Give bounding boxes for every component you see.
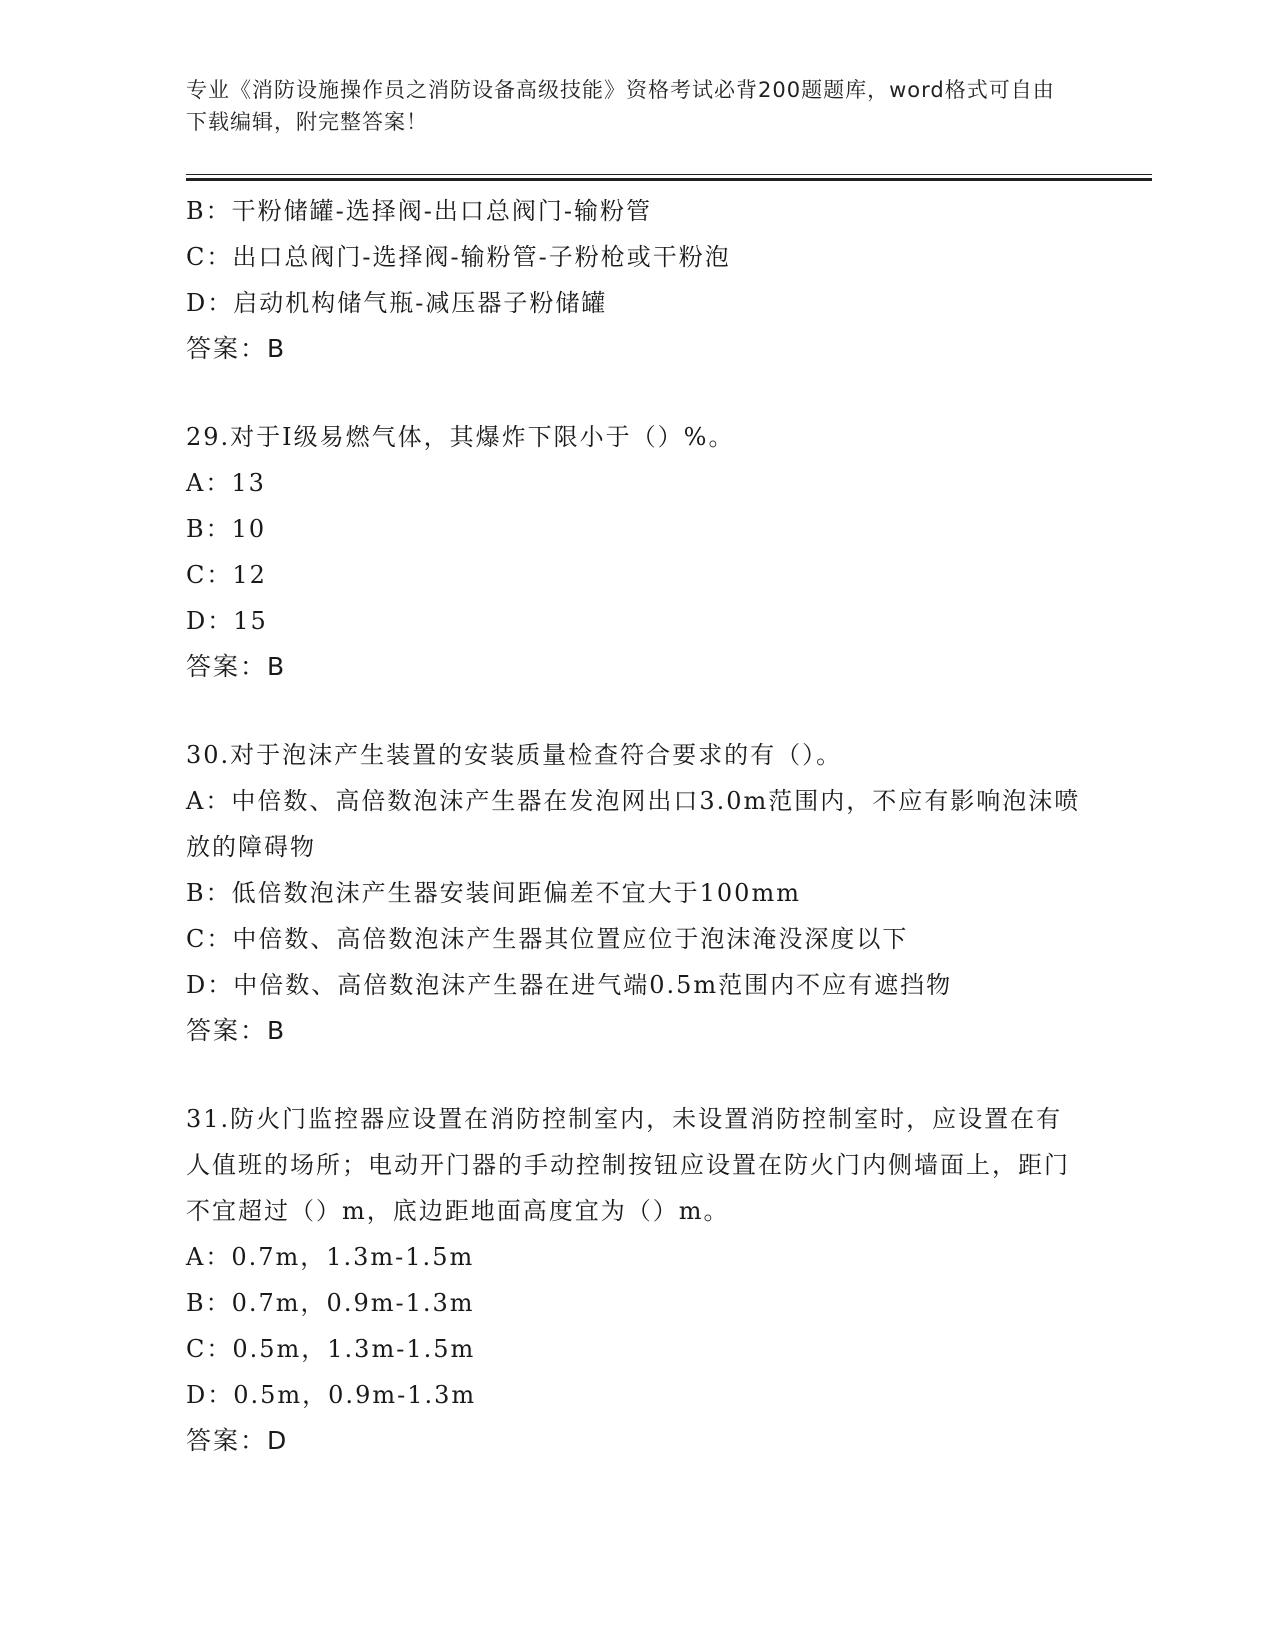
option-a: A：中倍数、高倍数泡沫产生器在发泡网出口3.0m范围内，不应有影响泡沫喷放的障碍物 xyxy=(186,787,1081,861)
question-content xyxy=(186,188,1086,1464)
answer-line: 答案：B xyxy=(186,334,287,363)
option-b: B：10 xyxy=(186,515,267,543)
document-header: 专业《消防设施操作员之消防设备高级技能》资格考试必背200题题库，word格式可自由下载编辑，附完整答案！ xyxy=(186,78,1055,134)
option-d: D：中倍数、高倍数泡沫产生器在进气端0.5m范围内不应有遮挡物 xyxy=(186,971,953,999)
question-stem: 30.对于泡沫产生装置的安装质量检查符合要求的有（）。 xyxy=(186,741,843,769)
option-d: D：0.5m，0.9m-1.3m xyxy=(186,1381,477,1409)
answer-line: 答案：B xyxy=(186,652,287,681)
question-31 xyxy=(186,1096,1086,1464)
header-divider-thick xyxy=(186,178,1152,181)
option-c: C：出口总阀门-选择阀-输粉管-子粉枪或干粉泡 xyxy=(186,243,731,271)
question-29 xyxy=(186,414,1086,690)
option-a: A：0.7m，1.3m-1.5m xyxy=(186,1243,475,1271)
answer-line: 答案：D xyxy=(186,1426,289,1455)
option-c: C：中倍数、高倍数泡沫产生器其位置应位于泡沫淹没深度以下 xyxy=(186,925,909,953)
option-b: B：干粉储罐-选择阀-出口总阀门-输粉管 xyxy=(186,197,652,225)
header-divider-thin xyxy=(186,174,1152,175)
question-stem: 31.防火门监控器应设置在消防控制室内，未设置消防控制室时，应设置在有人值班的场所；电动开门器的手动控制按钮应设置在防火门内侧墙面上，距门不宜超过（）m，底边距地面高度宜为（）m。 xyxy=(186,1105,1070,1225)
answer-line: 答案：B xyxy=(186,1016,287,1045)
question-28-continued xyxy=(186,188,1086,372)
option-a: A：13 xyxy=(186,469,266,497)
option-d: D：15 xyxy=(186,607,268,635)
option-d: D：启动机构储气瓶-减压器子粉储罐 xyxy=(186,289,608,317)
question-30 xyxy=(186,732,1086,1054)
option-b: B：低倍数泡沫产生器安装间距偏差不宜大于100mm xyxy=(186,879,801,907)
option-b: B：0.7m，0.9m-1.3m xyxy=(186,1289,475,1317)
option-c: C：0.5m，1.3m-1.5m xyxy=(186,1335,476,1363)
question-stem: 29.对于Ⅰ级易燃气体，其爆炸下限小于（）%。 xyxy=(186,423,735,451)
option-c: C：12 xyxy=(186,561,267,589)
